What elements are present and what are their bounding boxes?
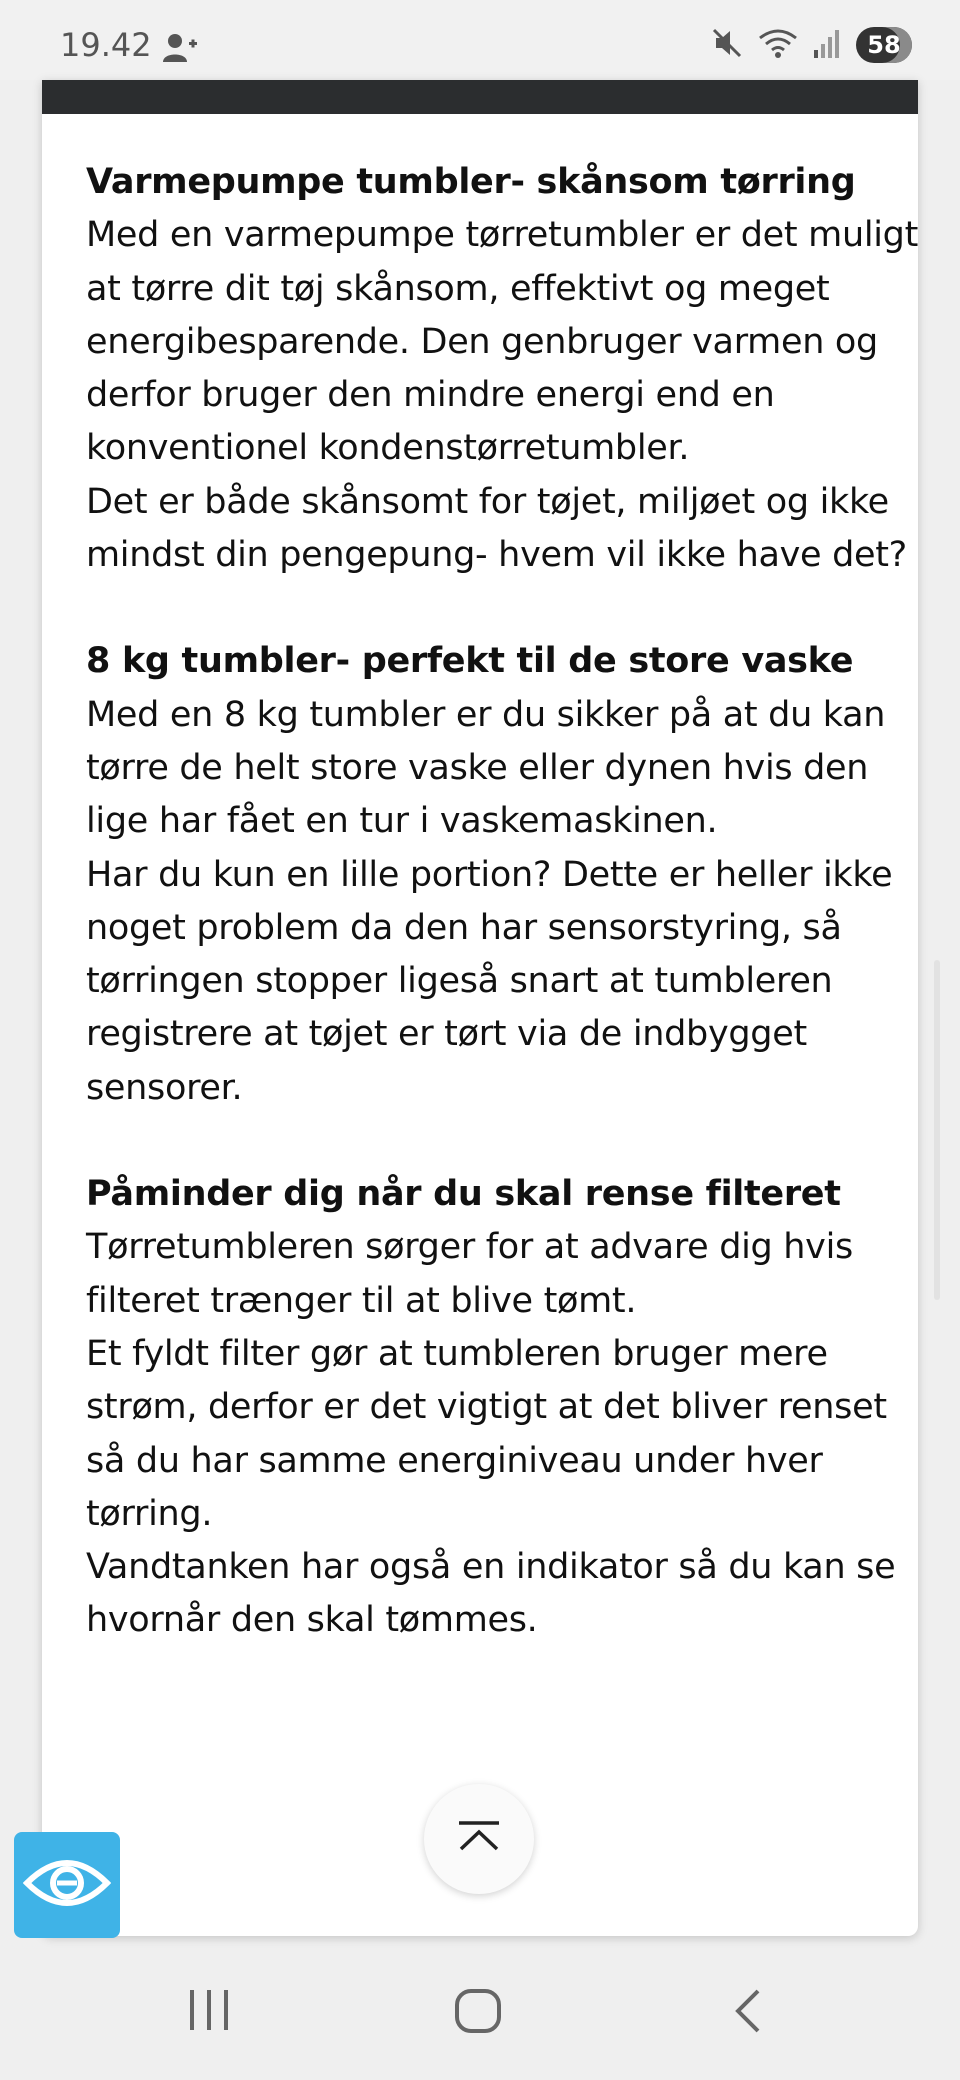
back-button[interactable] (730, 1988, 764, 2038)
card-header-bar (42, 80, 918, 114)
chevron-up-icon (456, 1819, 502, 1859)
accessibility-button[interactable] (14, 1832, 120, 1938)
section-paragraph: Med en varmepumpe tørretumbler er det muligt at tørre dit tøj skånsom, effektivt og meget energibesparende. Den genbruger varmen og derfor bruger den mindre energi end en konventionel kondenstørretumbler. (86, 215, 919, 469)
article-content (86, 156, 926, 1701)
scrollbar[interactable] (934, 960, 940, 1300)
section-heat-pump (86, 156, 926, 582)
system-nav-bar (0, 1950, 960, 2080)
wifi-icon (758, 26, 798, 64)
section-paragraph: Vandtanken har også en indikator så du kan se hvornår den skal tømmes. (86, 1547, 896, 1641)
section-filter (86, 1168, 926, 1648)
recent-apps-button[interactable] (186, 1988, 232, 2036)
article-card (42, 80, 918, 1936)
battery-indicator: 58 (856, 27, 912, 63)
section-paragraph: Med en 8 kg tumbler er du sikker på at du kan tørre de helt store vaske eller dynen hvis den lige har fået en tur i vaskemaskinen. (86, 694, 886, 842)
section-8kg (86, 635, 926, 1115)
section-paragraph: Tørretumbleren sørger for at advare dig hvis filteret trænger til at blive tømt. (86, 1227, 853, 1321)
section-paragraph: Har du kun en lille portion? Dette er heller ikke noget problem da den har sensorstyring, så tørringen stopper ligeså snart at tumbleren registrere at tøjet er tørt via de indbygget sensorer. (86, 854, 893, 1108)
status-bar (0, 0, 960, 80)
scroll-to-top-button[interactable] (424, 1784, 534, 1894)
section-paragraph: Et fyldt filter gør at tumbleren bruger mere strøm, derfor er det vigtigt at det bliver renset så du har samme energiniveau under hver tørring. (86, 1333, 887, 1534)
section-paragraph: Det er både skånsomt for tøjet, miljøet og ikke mindst din pengepung- hvem vil ikke have det? (86, 481, 907, 576)
signal-icon (812, 26, 842, 64)
section-heading: 8 kg tumbler- perfekt til de store vaske (86, 641, 854, 682)
mute-icon (710, 26, 744, 64)
section-heading: Påminder dig når du skal rense filteret (86, 1174, 841, 1215)
person-add-icon (162, 32, 198, 68)
status-time: 19.42 (60, 26, 152, 64)
eye-icon (23, 1853, 111, 1917)
section-heading: Varmepumpe tumbler- skånsom tørring (86, 162, 856, 202)
home-button[interactable] (454, 1988, 502, 2038)
